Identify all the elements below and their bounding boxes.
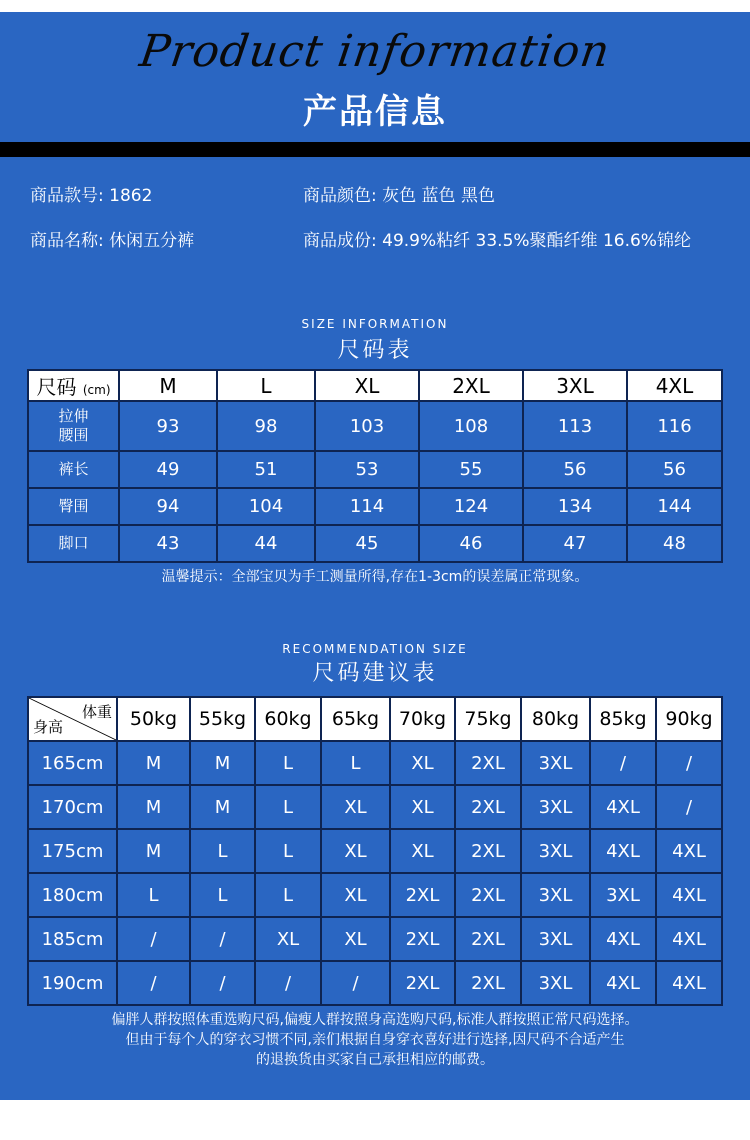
- table-cell: 2XL: [455, 873, 521, 917]
- table-cell: XL: [390, 785, 455, 829]
- recommendation-notes: [0, 1010, 750, 1070]
- table-cell: 4XL: [656, 829, 722, 873]
- height-row-label: 170cm: [28, 785, 117, 829]
- table-cell: 93: [119, 401, 217, 451]
- table-cell: 4XL: [590, 961, 656, 1005]
- table-row: [28, 451, 722, 488]
- size-col-header: XL: [315, 370, 419, 401]
- row-label: 脚口: [28, 525, 119, 562]
- table-cell: 2XL: [455, 785, 521, 829]
- style-number: 商品款号: 1862: [30, 186, 153, 206]
- table-cell: 116: [627, 401, 722, 451]
- weight-col-header: 90kg: [656, 697, 722, 741]
- weight-col-header: 80kg: [521, 697, 590, 741]
- size-col-header: 4XL: [627, 370, 722, 401]
- height-row-label: 175cm: [28, 829, 117, 873]
- weight-col-header: 65kg: [321, 697, 390, 741]
- table-cell: 3XL: [521, 741, 590, 785]
- note-line: 偏胖人群按照体重选购尺码,偏瘦人群按照身高选购尺码,标准人群按照正常尺码选择。: [111, 1012, 639, 1028]
- table-cell: XL: [255, 917, 321, 961]
- product-composition: 商品成份: 49.9%粘纤 33.5%聚酯纤维 16.6%锦纶: [303, 231, 691, 251]
- table-cell: 47: [523, 525, 627, 562]
- table-row: [28, 873, 722, 917]
- table-cell: 2XL: [390, 917, 455, 961]
- table-cell: L: [321, 741, 390, 785]
- weight-label: 体重: [81, 703, 112, 721]
- table-cell: /: [321, 961, 390, 1005]
- weight-col-header: 70kg: [390, 697, 455, 741]
- table-cell: 103: [315, 401, 419, 451]
- row-label-line: 拉伸: [58, 407, 89, 425]
- size-col-header: 2XL: [419, 370, 523, 401]
- table-cell: L: [117, 873, 190, 917]
- table-row: [28, 741, 722, 785]
- weight-col-header: 50kg: [117, 697, 190, 741]
- table-cell: XL: [390, 829, 455, 873]
- table-cell: 55: [419, 451, 523, 488]
- table-cell: /: [117, 917, 190, 961]
- table-cell: M: [117, 785, 190, 829]
- table-cell: 4XL: [590, 785, 656, 829]
- corner-unit: (cm): [82, 383, 111, 397]
- table-cell: 4XL: [656, 873, 722, 917]
- table-cell: 108: [419, 401, 523, 451]
- weight-col-header: 60kg: [255, 697, 321, 741]
- table-cell: 2XL: [390, 873, 455, 917]
- table-cell: 2XL: [455, 917, 521, 961]
- weight-col-header: 55kg: [190, 697, 255, 741]
- table-cell: 53: [315, 451, 419, 488]
- table-cell: 144: [627, 488, 722, 525]
- size-col-header: M: [119, 370, 217, 401]
- corner-label: 尺码: [36, 375, 77, 399]
- table-cell: /: [117, 961, 190, 1005]
- recommendation-en-title: RECOMMENDATION SIZE: [282, 642, 468, 656]
- table-cell: 43: [119, 525, 217, 562]
- table-row: [28, 785, 722, 829]
- table-cell: 134: [523, 488, 627, 525]
- table-cell: 2XL: [390, 961, 455, 1005]
- table-cell: 104: [217, 488, 315, 525]
- table-cell: L: [255, 873, 321, 917]
- table-cell: /: [656, 741, 722, 785]
- table-cell: 124: [419, 488, 523, 525]
- recommendation-table: [27, 696, 723, 1006]
- bottom-margin: [0, 1100, 750, 1140]
- table-cell: 3XL: [521, 785, 590, 829]
- table-cell: 3XL: [521, 917, 590, 961]
- height-row-label: 185cm: [28, 917, 117, 961]
- divider-bar: [0, 142, 750, 157]
- weight-col-header: 75kg: [455, 697, 521, 741]
- size-table: [27, 369, 723, 563]
- table-cell: 51: [217, 451, 315, 488]
- table-cell: 4XL: [590, 917, 656, 961]
- table-cell: XL: [321, 785, 390, 829]
- height-row-label: 165cm: [28, 741, 117, 785]
- table-cell: /: [656, 785, 722, 829]
- table-cell: XL: [390, 741, 455, 785]
- row-label: [28, 401, 119, 451]
- table-cell: XL: [321, 873, 390, 917]
- table-row: [28, 488, 722, 525]
- size-corner-cell: [28, 370, 119, 401]
- table-cell: L: [255, 741, 321, 785]
- recommendation-header: [28, 697, 722, 741]
- size-info-cn-title: 尺码表: [337, 338, 413, 363]
- table-cell: 2XL: [455, 741, 521, 785]
- table-cell: 4XL: [590, 829, 656, 873]
- top-margin: [0, 0, 750, 12]
- table-cell: /: [255, 961, 321, 1005]
- table-row: [28, 829, 722, 873]
- table-cell: 4XL: [656, 961, 722, 1005]
- table-cell: 45: [315, 525, 419, 562]
- table-cell: 2XL: [455, 961, 521, 1005]
- table-cell: 94: [119, 488, 217, 525]
- note-line: 的退换货由买家自己承担相应的邮费。: [256, 1052, 494, 1068]
- note-line: 但由于每个人的穿衣习惯不同,亲们根据自身穿衣喜好进行选择,因尺码不合适产生: [125, 1032, 625, 1048]
- table-cell: /: [190, 917, 255, 961]
- size-table-header: [28, 370, 722, 401]
- row-label-line: 腰围: [58, 426, 89, 444]
- height-label: 身高: [33, 718, 64, 736]
- table-row: [28, 961, 722, 1005]
- table-cell: 98: [217, 401, 315, 451]
- table-row: [28, 525, 722, 562]
- diagonal-corner-cell: [28, 697, 117, 741]
- height-row-label: 180cm: [28, 873, 117, 917]
- table-cell: L: [190, 873, 255, 917]
- table-cell: L: [190, 829, 255, 873]
- measurement-note: 温馨提示：全部宝贝为手工测量所得,存在1-3cm的误差属正常现象。: [161, 569, 589, 585]
- table-cell: 44: [217, 525, 315, 562]
- table-cell: 56: [627, 451, 722, 488]
- table-cell: XL: [321, 917, 390, 961]
- table-cell: 46: [419, 525, 523, 562]
- table-cell: XL: [321, 829, 390, 873]
- table-cell: 113: [523, 401, 627, 451]
- table-cell: 56: [523, 451, 627, 488]
- table-cell: /: [590, 741, 656, 785]
- table-cell: 3XL: [590, 873, 656, 917]
- table-cell: 3XL: [521, 961, 590, 1005]
- table-cell: L: [255, 785, 321, 829]
- table-row: [28, 401, 722, 451]
- table-cell: M: [117, 741, 190, 785]
- table-cell: 48: [627, 525, 722, 562]
- table-cell: L: [255, 829, 321, 873]
- table-cell: 2XL: [455, 829, 521, 873]
- row-label: 裤长: [28, 451, 119, 488]
- table-cell: 3XL: [521, 829, 590, 873]
- row-label: 臀围: [28, 488, 119, 525]
- table-row: [28, 917, 722, 961]
- table-cell: M: [117, 829, 190, 873]
- size-col-header: 3XL: [523, 370, 627, 401]
- recommendation-cn-title: 尺码建议表: [312, 661, 438, 686]
- table-cell: M: [190, 785, 255, 829]
- table-cell: 49: [119, 451, 217, 488]
- product-colors: 商品颜色: 灰色 蓝色 黑色: [303, 186, 495, 206]
- script-title: Product information: [136, 26, 614, 77]
- table-cell: 3XL: [521, 873, 590, 917]
- table-cell: 4XL: [656, 917, 722, 961]
- size-info-en-title: SIZE INFORMATION: [301, 317, 449, 331]
- height-row-label: 190cm: [28, 961, 117, 1005]
- page-title: 产品信息: [303, 92, 447, 132]
- table-cell: /: [190, 961, 255, 1005]
- weight-col-header: 85kg: [590, 697, 656, 741]
- product-name: 商品名称: 休闲五分裤: [30, 231, 195, 251]
- size-col-header: L: [217, 370, 315, 401]
- table-cell: 114: [315, 488, 419, 525]
- table-cell: M: [190, 741, 255, 785]
